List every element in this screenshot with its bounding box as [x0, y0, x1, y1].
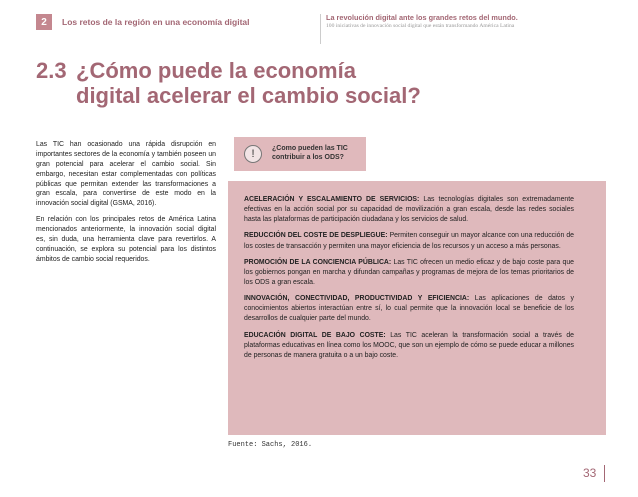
body-paragraph: Las TIC han ocasionado una rápida disrupción en importantes sectores de la economía y también poseen un gran potencial para acelerar el cambio social. Sin embargo, necesitan estar complementadas con políticas públicas que permitan extender las transformaciones a gran escala, para convertirse de este modo en la innovación social digital (GSMA, 2016).: [36, 141, 216, 208]
body-paragraph: En relación con los principales retos de América Latina mencionados anteriormente, la innovación social digital es, sin duda, una herramienta clave para revertirlos. A continuación, se explora su potencial para los distintos ámbitos de cambio social requeridos.: [36, 216, 216, 263]
section-title-line2: digital acelerar el cambio social?: [76, 82, 421, 108]
callout-text: [272, 145, 348, 163]
box-item-heading: REDUCCIÓN DEL COSTE DE DESPLIEGUE:: [244, 232, 388, 240]
document-subtitle: 100 iniciativas de innovación social digital que están transformando América Latina: [326, 23, 515, 29]
callout-line2: contribuir a los ODS?: [272, 154, 344, 161]
box-item: [244, 294, 574, 324]
box-item: [244, 331, 574, 361]
callout-line1: ¿Como pueden las TIC: [272, 145, 348, 153]
section-title-line1: ¿Cómo puede la economía: [76, 58, 356, 83]
source-note: Fuente: Sachs, 2016.: [228, 441, 313, 449]
box-item-text: Las tecnologías digitales son extremadamente efectivas en la acción social por su capacidad de movilización a gran escala, desde las redes sociales hasta las plataformas de participación ciudadana y los servicios de salud.: [244, 196, 574, 224]
section-heading: [36, 59, 476, 109]
box-content: [244, 195, 574, 367]
chapter-number-badge: 2: [36, 14, 52, 30]
page-number-bar: [604, 465, 605, 482]
highlight-box: [228, 181, 606, 435]
exclamation-icon: !: [244, 145, 262, 163]
box-item-text: Las TIC ofrecen un medio eficaz y de bajo coste para que los gobiernos pongan en marcha y difundan campañas y programas de mejora de los temas prioritarios de los ODS a gran escala.: [244, 258, 574, 286]
section-number: 2.3: [36, 58, 67, 83]
box-item-text: Las TIC aceleran la transformación social a través de plataformas educativas en línea como los MOOC, que son un ejemplo de cómo se puede educar a millones de personas de manera gratuita o a un bajo coste.: [244, 331, 574, 359]
chapter-header: [36, 14, 250, 30]
body-text-column: [36, 140, 216, 271]
box-item-text: Las aplicaciones de datos y conocimientos abiertos interactúan entre sí, lo cual permite que la innovación local se beneficie de los desarrollos de cualquier parte del mundo.: [244, 295, 574, 323]
callout-box: [234, 137, 366, 171]
page-number: 33: [583, 466, 597, 480]
box-item-heading: ACELERACIÓN Y ESCALAMIENTO DE SERVICIOS:: [244, 196, 420, 203]
box-item: [244, 258, 574, 288]
box-item-heading: INNOVACIÓN, CONECTIVIDAD, PRODUCTIVIDAD Y EFICIENCIA:: [244, 295, 470, 303]
box-item: [244, 231, 574, 251]
box-item: [244, 195, 574, 225]
box-item-heading: EDUCACIÓN DIGITAL DE BAJO COSTE:: [244, 331, 386, 339]
document-title: La revolución digital ante los grandes retos del mundo.: [326, 13, 518, 22]
header-divider: [320, 14, 321, 44]
chapter-title: Los retos de la región en una economía digital: [62, 17, 250, 27]
box-item-text: Permiten conseguir un mayor alcance con una reducción de los costes de transacción y permiten una mayor eficiencia de los recursos y un acceso a más personas.: [244, 232, 575, 250]
box-item-heading: PROMOCIÓN DE LA CONCIENCIA PÚBLICA:: [244, 258, 392, 266]
